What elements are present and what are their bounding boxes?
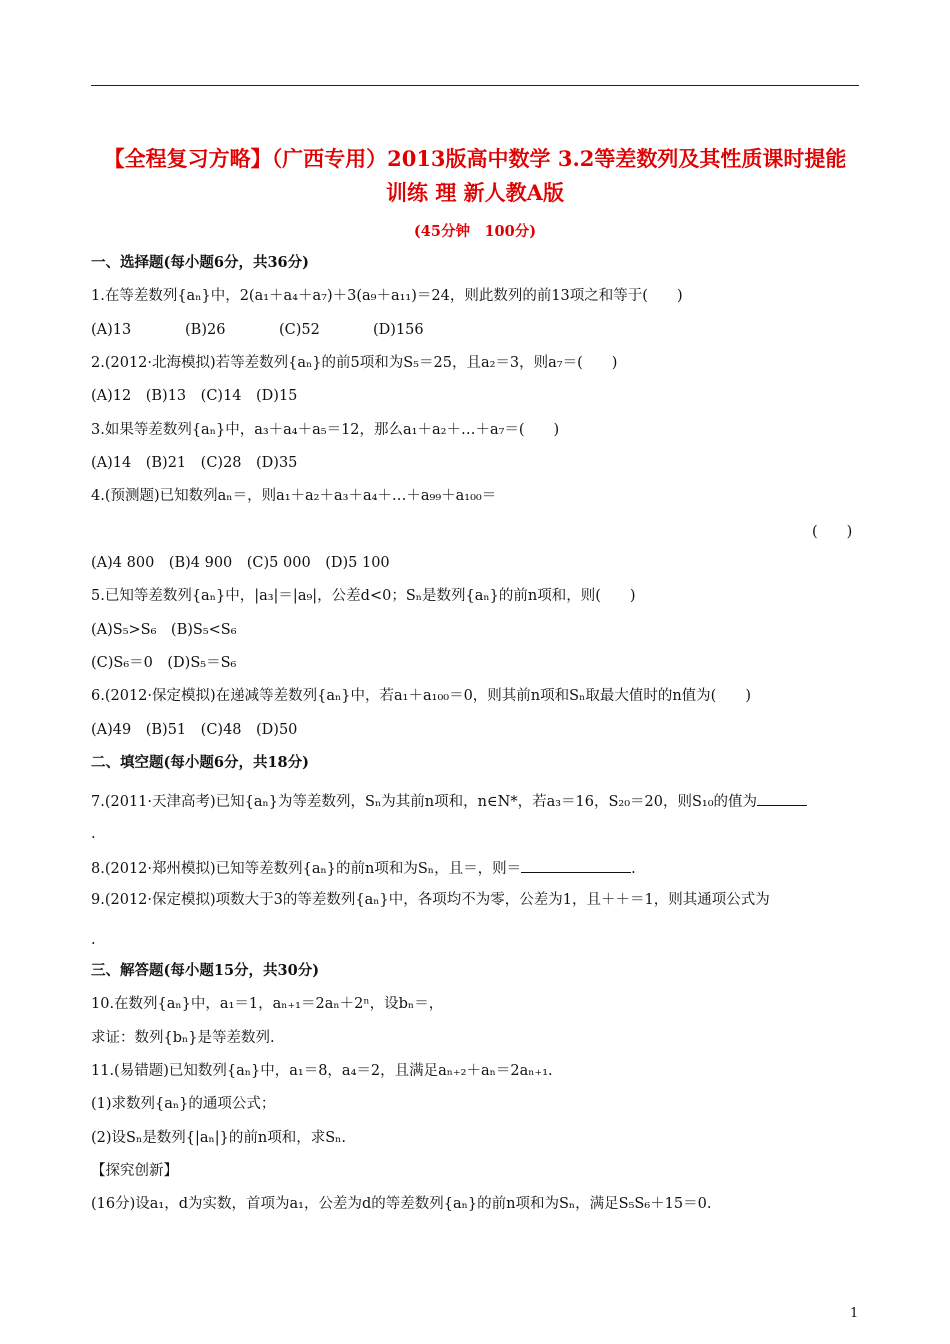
option-d: (D)156: [373, 322, 424, 338]
question-4: 4.(预测题)已知数列aₙ＝，则a₁＋a₂＋a₃＋a₄＋…＋a₉₉＋a₁₀₀＝: [91, 488, 497, 504]
question-6: 6.(2012·保定模拟)在递减等差数列{aₙ}中，若a₁＋a₁₀₀＝0，则其前n项和Sₙ取最大值时的n值为( ): [91, 688, 751, 704]
question-2: 2.(2012·北海模拟)若等差数列{aₙ}的前5项和为S₅＝25，且a₂＝3，则a₇＝( ): [91, 355, 618, 371]
question-11-part-1: (1)求数列{aₙ}的通项公式；: [91, 1096, 276, 1112]
question-4-options: (A)4 800 (B)4 900 (C)5 000 (D)5 100: [91, 555, 390, 571]
question-7-text: 7.(2011·天津高考)已知{aₙ}为等差数列，Sₙ为其前n项和，n∈N*，若a₃＝16，S₂₀＝20，则S₁₀的值为: [91, 794, 758, 810]
section-heading-fill-in: 二、填空题(每小题6分，共18分): [91, 754, 309, 771]
question-5-options-row-2: (C)S₆＝0 (D)S₅＝S₆: [91, 655, 237, 671]
option-c: (C)52: [279, 322, 320, 338]
question-1-options: [91, 320, 424, 340]
question-3-options: (A)14 (B)21 (C)28 (D)35: [91, 455, 298, 471]
question-11-part-2: (2)设Sₙ是数列{|aₙ|}的前n项和，求Sₙ.: [91, 1130, 347, 1146]
title-line-1: 【全程复习方略】（广西专用）2013版高中数学 3.2等差数列及其性质课时提能: [103, 146, 847, 171]
section-heading-solution: 三、解答题(每小题15分，共30分): [91, 962, 320, 979]
section-heading-explore: 【探究创新】: [91, 1163, 178, 1179]
question-10: 10.在数列{aₙ}中，a₁＝1，aₙ₊₁＝2aₙ＋2ⁿ，设bₙ＝，: [91, 996, 444, 1012]
page-number: 1: [850, 1306, 859, 1321]
header-rule: [91, 85, 859, 86]
question-9-end: .: [91, 932, 96, 948]
question-8-text: 8.(2012·郑州模拟)已知等差数列{aₙ}的前n项和为Sₙ，且＝，则＝: [91, 861, 522, 877]
question-10-prove: 求证：数列{bₙ}是等差数列.: [91, 1030, 275, 1046]
question-4-answer-paren: ( ): [812, 524, 853, 540]
title-line-2: 训练 理 新人教A版: [386, 180, 564, 205]
question-11: 11.(易错题)已知数列{aₙ}中，a₁＝8，a₄＝2，且满足aₙ₊₂＋aₙ＝2aₙ₊₁.: [91, 1063, 553, 1079]
question-6-options: (A)49 (B)51 (C)48 (D)50: [91, 722, 298, 738]
section-heading-choice: 一、选择题(每小题6分，共36分): [91, 254, 309, 271]
answer-blank: [757, 790, 807, 806]
question-8: [91, 857, 636, 879]
question-5-options-row-1: (A)S₅>S₆ (B)S₅<S₆: [91, 622, 237, 638]
subtitle: (45分钟 100分): [413, 223, 537, 240]
option-b: (B)26: [185, 322, 226, 338]
question-2-options: (A)12 (B)13 (C)14 (D)15: [91, 388, 298, 404]
question-5: 5.已知等差数列{aₙ}中，|a₃|＝|a₉|，公差d<0；Sₙ是数列{aₙ}的前n项和，则( ): [91, 588, 636, 604]
question-3: 3.如果等差数列{aₙ}中，a₃＋a₄＋a₅＝12，那么a₁＋a₂＋…＋a₇＝( ): [91, 422, 560, 438]
question-7: [91, 790, 807, 812]
question-12: (16分)设a₁，d为实数，首项为a₁，公差为d的等差数列{aₙ}的前n项和为Sₙ，满足S₅S₆＋15＝0.: [91, 1196, 712, 1212]
question-9: 9.(2012·保定模拟)项数大于3的等差数列{aₙ}中，各项均不为零，公差为1，且＋＋＝1，则其通项公式为: [91, 892, 770, 908]
option-a: (A)13: [91, 322, 132, 338]
question-8-end: .: [631, 861, 636, 877]
question-1: 1.在等差数列{aₙ}中，2(a₁＋a₄＋a₇)＋3(a₉＋a₁₁)＝24，则此数列的前13项之和等于( ): [91, 288, 683, 304]
question-7-end: .: [91, 826, 96, 842]
answer-blank: [521, 857, 631, 873]
